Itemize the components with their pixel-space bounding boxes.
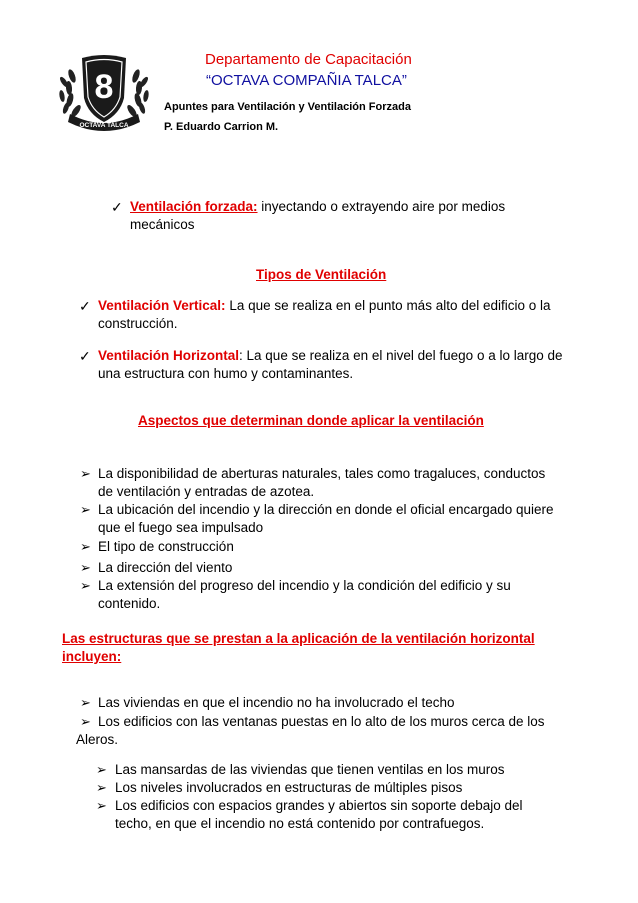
aspectos-item — [98, 538, 234, 556]
arrow-bullet-icon: ➢ — [96, 780, 107, 795]
horizontal-text-1: : La que se realiza en el nivel del fuego o a lo largo de — [239, 348, 563, 363]
aspectos-item-line: contenido. — [98, 596, 161, 611]
aspectos-item — [98, 559, 232, 577]
estructuras-heading-line: Las estructuras que se prestan a la aplicación de la ventilación horizontal — [62, 631, 535, 646]
aspectos-item-line: El tipo de construcción — [98, 539, 234, 554]
vertical-text-1: La que se realiza en el punto más alto del edificio o la — [225, 298, 551, 313]
estructuras-item: Los edificios con las ventanas puestas en lo alto de los muros cerca de los — [98, 714, 545, 729]
estructuras-heading — [62, 630, 535, 666]
aspectos-item-line: La dirección del viento — [98, 560, 233, 575]
document-author: P. Eduardo Carrion M. — [164, 121, 279, 133]
estructuras-heading-line: incluyen: — [62, 649, 122, 664]
forzada-text-1: inyectando o extrayendo aire por medios — [257, 199, 506, 214]
arrow-bullet-icon: ➢ — [80, 502, 91, 517]
arrow-bullet-icon: ➢ — [80, 578, 91, 593]
arrow-bullet-icon: ➢ — [96, 762, 107, 777]
logo-number: 8 — [94, 68, 114, 106]
arrow-bullet-icon: ➢ — [80, 695, 91, 710]
horizontal-paragraph — [98, 347, 563, 383]
aspectos-item — [98, 465, 545, 501]
aspectos-heading: Aspectos que determinan donde aplicar la ventilación — [138, 413, 484, 428]
check-icon: ✓ — [79, 348, 91, 364]
arrow-bullet-icon: ➢ — [96, 798, 107, 813]
estructuras-sub-item-line: Los edificios con espacios grandes y abiertos sin soporte debajo del — [115, 798, 523, 813]
logo-ribbon-text: OCTAVA TALCA — [79, 122, 129, 129]
vertical-paragraph — [98, 297, 551, 333]
document-subtitle: Apuntes para Ventilación y Ventilación Forzada — [164, 101, 411, 113]
arrow-bullet-icon: ➢ — [80, 714, 91, 729]
estructuras-sub-item — [115, 761, 504, 779]
horizontal-term: Ventilación Horizontal — [98, 348, 240, 363]
vertical-text-2: construcción. — [98, 316, 178, 331]
estructuras-item-continuation: Aleros. — [76, 732, 119, 747]
vertical-term: Ventilación Vertical: — [98, 298, 226, 313]
tipos-heading: Tipos de Ventilación — [256, 267, 387, 282]
check-icon: ✓ — [79, 298, 91, 314]
horizontal-text-2: una estructura con humo y contaminantes. — [98, 366, 354, 381]
forzada-term: Ventilación forzada: — [130, 199, 258, 214]
estructuras-sub-item-line: Las mansardas de las viviendas que tienen ventilas en los muros — [115, 762, 505, 777]
aspectos-item-line: La disponibilidad de aberturas naturales, tales como tragaluces, conductos — [98, 466, 546, 481]
department-title: Departamento de Capacitación — [205, 51, 412, 68]
aspectos-item-line: que el fuego sea impulsado — [98, 520, 264, 535]
aspectos-item-line: La ubicación del incendio y la dirección en donde el oficial encargado quiere — [98, 502, 554, 517]
estructuras-sub-item — [115, 779, 462, 797]
aspectos-item — [98, 501, 554, 537]
forzada-text-2: mecánicos — [130, 217, 195, 232]
aspectos-item-line: de ventilación y entradas de azotea. — [98, 484, 315, 499]
forzada-paragraph — [130, 198, 505, 234]
estructuras-sub-item — [115, 797, 523, 833]
arrow-bullet-icon: ➢ — [80, 560, 91, 575]
company-name: “OCTAVA COMPAÑIA TALCA” — [206, 72, 407, 89]
company-logo-emblem — [58, 52, 150, 134]
arrow-bullet-icon: ➢ — [80, 539, 91, 554]
estructuras-sub-item-line: techo, en que el incendio no está contenido por contrafuegos. — [115, 816, 485, 831]
aspectos-item — [98, 577, 511, 613]
check-icon: ✓ — [111, 199, 123, 215]
arrow-bullet-icon: ➢ — [80, 466, 91, 481]
estructuras-item: Las viviendas en que el incendio no ha involucrado el techo — [98, 695, 455, 710]
estructuras-sub-item-line: Los niveles involucrados en estructuras de múltiples pisos — [115, 780, 463, 795]
logo — [58, 52, 150, 134]
aspectos-item-line: La extensión del progreso del incendio y la condición del edificio y su — [98, 578, 511, 593]
